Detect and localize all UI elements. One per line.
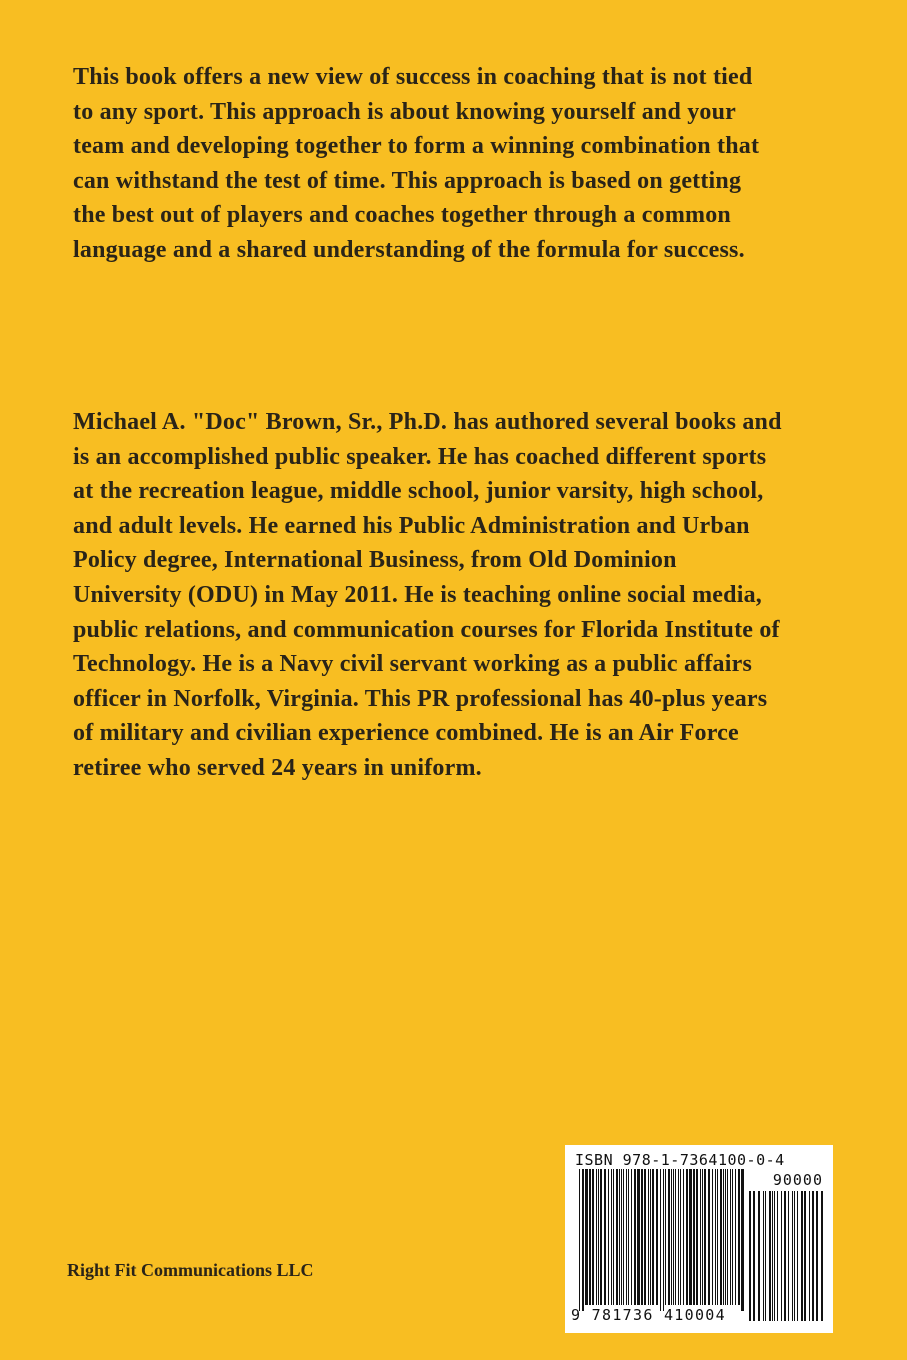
bio-line: Technology. He is a Navy civil servant working as a public affairs [73, 651, 753, 678]
description-line: to any sport. This approach is about knowing yourself and your [73, 98, 737, 125]
barcode-bar [631, 1169, 632, 1305]
bio-line: is an accomplished public speaker. He has coached different sports [73, 443, 767, 470]
barcode-bar [641, 1169, 643, 1305]
barcode-bar [712, 1169, 713, 1305]
bio-line: of military and civilian experience combined. He is an Air Force [73, 720, 739, 747]
barcode-bar [628, 1169, 629, 1305]
barcode-bar [723, 1169, 724, 1305]
barcode-bar [720, 1169, 722, 1305]
barcode-bar [650, 1169, 651, 1305]
barcode-bar [696, 1169, 698, 1305]
barcode-bar [675, 1169, 676, 1305]
barcode-bar [613, 1169, 614, 1305]
barcode-bar [816, 1191, 818, 1321]
barcode-bar [794, 1191, 795, 1321]
bio-line: Policy degree, International Business, from Old Dominion [73, 547, 677, 574]
barcode-bar [804, 1191, 806, 1321]
bio-line: Michael A. "Doc" Brown, Sr., Ph.D. has authored several books and [73, 409, 782, 435]
description-line: the best out of players and coaches together through a common [73, 202, 731, 229]
barcode-bar [611, 1169, 612, 1305]
isbn-label: ISBN 978-1-7364100-0-4 [575, 1151, 785, 1169]
barcode-bar [596, 1169, 597, 1305]
barcode-bar [700, 1169, 701, 1305]
barcode-bar [704, 1169, 706, 1305]
barcode-bar [763, 1191, 764, 1321]
barcode-bar [663, 1169, 664, 1311]
barcode-bar [668, 1169, 670, 1305]
barcode-bar [788, 1191, 789, 1321]
barcode-bar [621, 1169, 622, 1305]
barcode-bar [656, 1169, 658, 1305]
barcode-bar [812, 1191, 814, 1321]
bio-line: public relations, and communication courses for Florida Institute of [73, 616, 780, 643]
bio-line: at the recreation league, middle school, junior varsity, high school, [73, 478, 764, 505]
barcode-bar [693, 1169, 695, 1305]
barcode-bar [774, 1191, 775, 1321]
barcode-bar [660, 1169, 661, 1311]
barcode-bar [598, 1169, 599, 1305]
barcode-bar [616, 1169, 618, 1305]
barcode-bar [592, 1169, 594, 1305]
barcode-bar [637, 1169, 640, 1305]
bio-line: retiree who served 24 years in uniform. [73, 754, 482, 781]
barcode-bar [784, 1191, 786, 1321]
barcode-bar [749, 1191, 751, 1321]
barcode-bar [725, 1169, 726, 1305]
barcode-bar [634, 1169, 636, 1305]
barcode-bar [727, 1169, 728, 1305]
barcode-bar [652, 1169, 654, 1305]
barcode-bar [665, 1169, 666, 1305]
barcode-bar [582, 1169, 584, 1311]
barcode-bar [579, 1169, 580, 1311]
barcode-bar [671, 1169, 672, 1305]
barcode-bar [738, 1169, 740, 1305]
ean-digits: 9 781736 410004 [571, 1306, 726, 1324]
price-code: 90000 [772, 1171, 823, 1189]
barcode-bar [809, 1191, 810, 1321]
bio-line: officer in Norfolk, Virginia. This PR professional has 40-plus years [73, 685, 768, 712]
barcode-bar [732, 1169, 733, 1305]
barcode-bar [689, 1169, 692, 1305]
barcode-bar [735, 1169, 736, 1305]
barcode-bar [801, 1191, 803, 1321]
barcode-bar [758, 1191, 760, 1321]
isbn-barcode [565, 1145, 833, 1333]
barcode-bar [769, 1191, 771, 1321]
barcode-bar [772, 1191, 773, 1321]
barcode-bar [589, 1169, 591, 1305]
barcode-bar [702, 1169, 703, 1305]
barcode-bar [678, 1169, 679, 1305]
description-line: team and developing together to form a winning combination that [73, 133, 760, 160]
barcode-bar [781, 1191, 782, 1321]
barcode-bar [648, 1169, 649, 1305]
barcode-bar [623, 1169, 624, 1305]
barcode-bar [680, 1169, 681, 1305]
barcode-bar [708, 1169, 710, 1305]
barcode-bar [644, 1169, 646, 1305]
barcode-bar [741, 1169, 744, 1311]
barcode-bar [619, 1169, 620, 1305]
barcode-bar [715, 1169, 716, 1305]
barcode-bar [797, 1191, 798, 1321]
barcode-bar [608, 1169, 609, 1305]
description-line: This book offers a new view of success in coaching that is not tied [73, 64, 753, 90]
barcode-bar [600, 1169, 602, 1305]
barcode-bar [673, 1169, 674, 1305]
barcode-bar [717, 1169, 718, 1305]
barcode-bar [792, 1191, 793, 1321]
barcode-bar [604, 1169, 606, 1305]
barcode-bar [683, 1169, 684, 1305]
barcode-bar [686, 1169, 688, 1305]
barcode-bar [730, 1169, 731, 1305]
bio-line: University (ODU) in May 2011. He is teaching online social media, [73, 581, 762, 608]
bio-line: and adult levels. He earned his Public Administration and Urban [73, 512, 750, 539]
description-line: language and a shared understanding of the formula for success. [73, 236, 745, 263]
barcode-bar [765, 1191, 766, 1321]
book-description [73, 60, 833, 268]
author-bio [73, 405, 833, 786]
barcode-bar [821, 1191, 823, 1321]
barcode-bar [777, 1191, 778, 1321]
barcode-bar [753, 1191, 755, 1321]
publisher-name: Right Fit Communications LLC [67, 1260, 314, 1280]
barcode-bar [626, 1169, 627, 1305]
description-line: can withstand the test of time. This approach is based on getting [73, 167, 742, 194]
barcode-bar [585, 1169, 588, 1305]
